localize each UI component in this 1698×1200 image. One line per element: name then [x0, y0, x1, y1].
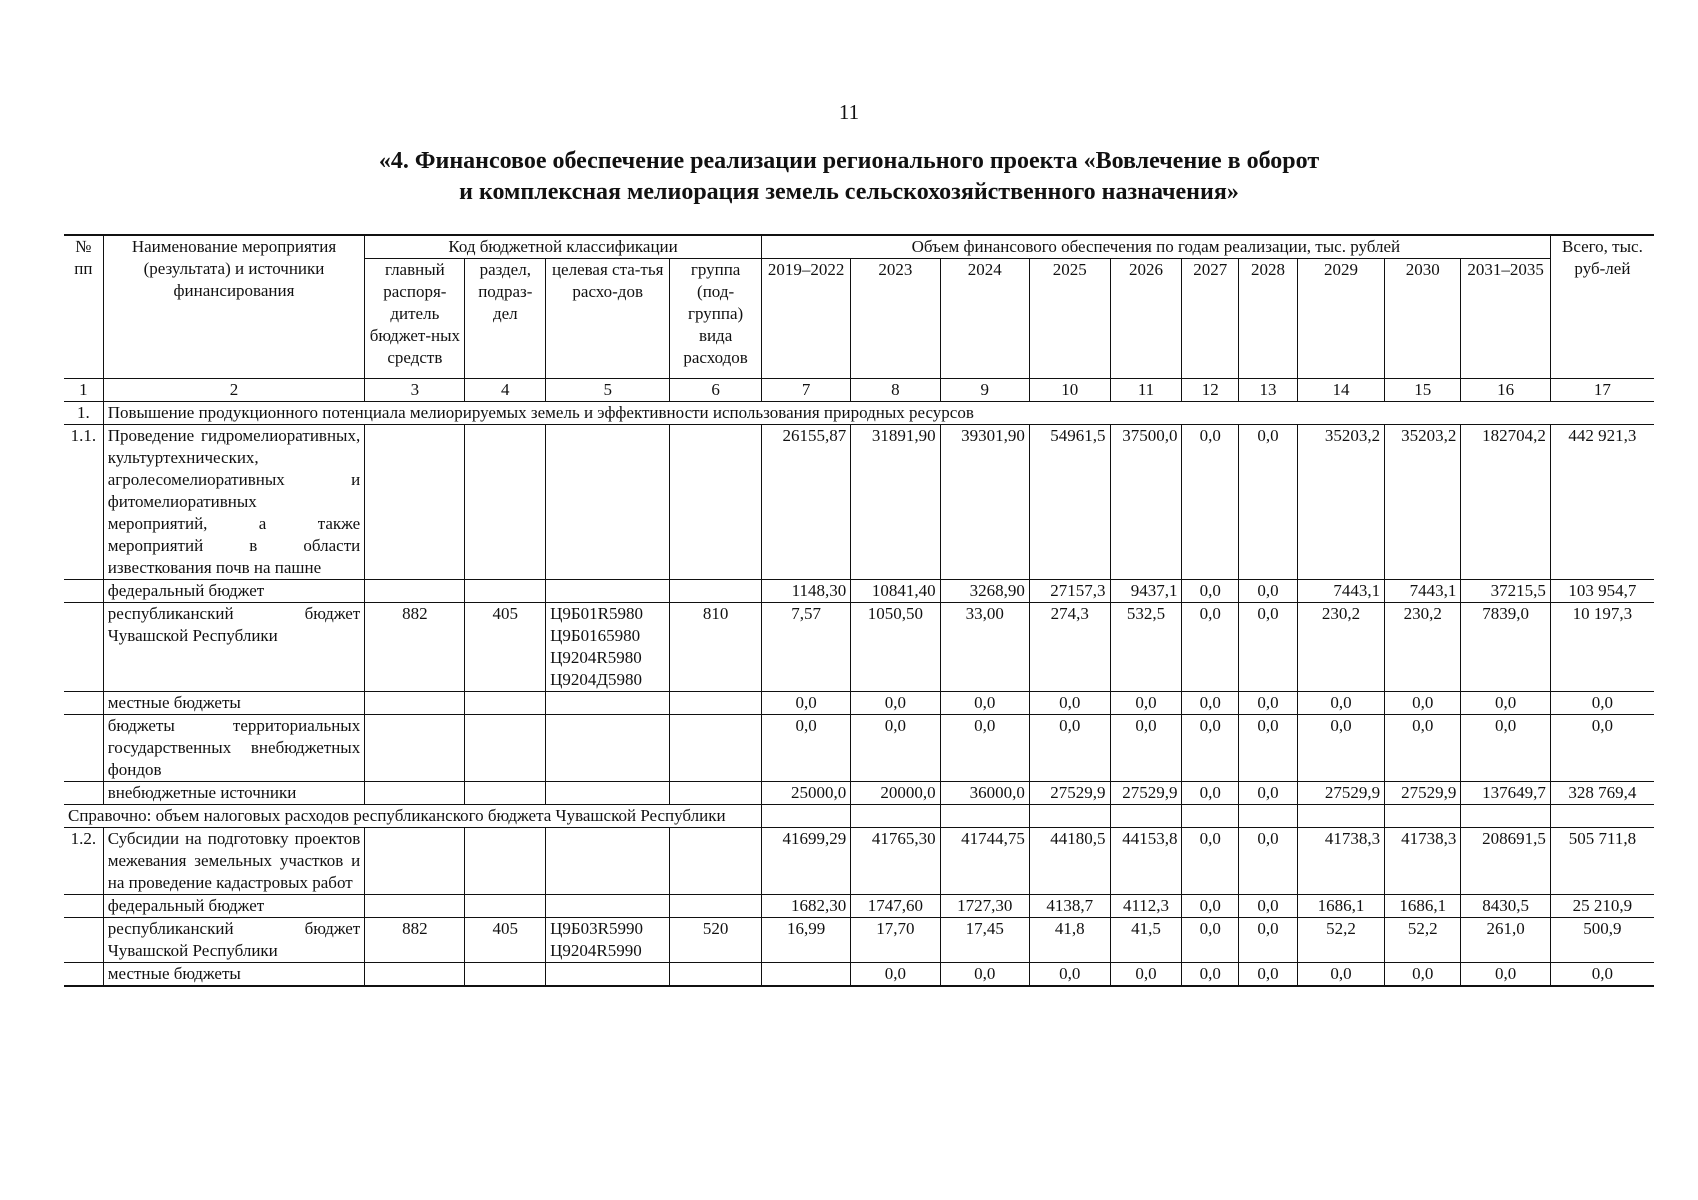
value-cell: 17,45: [940, 918, 1029, 963]
col-num: 11: [1110, 379, 1182, 402]
group-code: 520: [670, 918, 762, 963]
section-title: [0, 146, 1698, 208]
measure-number: 1.1.: [64, 425, 103, 580]
value-cell: 41699,29: [761, 828, 850, 895]
value-cell: 0,0: [1239, 603, 1298, 692]
target-code: Ц9Б03R5990: [550, 919, 643, 938]
value-cell: 35203,2: [1297, 425, 1384, 580]
source-row: [64, 580, 1654, 603]
source-label: местные бюджеты: [103, 692, 365, 715]
value-cell: 0,0: [1110, 963, 1182, 987]
value-cell: 35203,2: [1385, 425, 1461, 580]
header-group: группа (под-группа) вида расходов: [670, 259, 762, 379]
total-cell: 103 954,7: [1550, 580, 1654, 603]
col-num: 10: [1029, 379, 1110, 402]
title-line-1: «4. Финансовое обеспечение реализации регионального проекта «Вовлечение в оборот: [378, 148, 1320, 174]
col-num: 8: [851, 379, 940, 402]
value-cell: 0,0: [1182, 580, 1239, 603]
col-num: 14: [1297, 379, 1384, 402]
value-cell: 9437,1: [1110, 580, 1182, 603]
value-cell: 0,0: [1239, 918, 1298, 963]
col-num: 3: [365, 379, 465, 402]
total-cell: 442 921,3: [1550, 425, 1654, 580]
value-cell: 0,0: [1461, 692, 1550, 715]
value-cell: 0,0: [851, 715, 940, 782]
value-cell: 54961,5: [1029, 425, 1110, 580]
value-cell: 17,70: [851, 918, 940, 963]
value-cell: 0,0: [1182, 918, 1239, 963]
col-num: 4: [465, 379, 546, 402]
total-cell: 500,9: [1550, 918, 1654, 963]
value-cell: 20000,0: [851, 782, 940, 805]
header-year-2029: 2029: [1297, 259, 1384, 379]
value-cell: 274,3: [1029, 603, 1110, 692]
value-cell: 4112,3: [1110, 895, 1182, 918]
value-cell: 0,0: [761, 715, 850, 782]
col-num: 2: [103, 379, 365, 402]
section-code: 405: [465, 603, 546, 692]
value-cell: 0,0: [1239, 828, 1298, 895]
section-number: 1.: [64, 402, 103, 425]
measure-number: 1.2.: [64, 828, 103, 895]
financing-table: [64, 234, 1654, 987]
value-cell: 41,5: [1110, 918, 1182, 963]
value-cell: 0,0: [1461, 963, 1550, 987]
value-cell: 41,8: [1029, 918, 1110, 963]
value-cell: 33,00: [940, 603, 1029, 692]
value-cell: 27529,9: [1297, 782, 1384, 805]
col-num: 17: [1550, 379, 1654, 402]
value-cell: 25000,0: [761, 782, 850, 805]
value-cell: 0,0: [940, 963, 1029, 987]
header-total: Всего, тыс. руб-лей: [1550, 235, 1654, 379]
value-cell: 31891,90: [851, 425, 940, 580]
section-row: [64, 402, 1654, 425]
value-cell: 0,0: [1461, 715, 1550, 782]
value-cell: 0,0: [1239, 715, 1298, 782]
value-cell: 230,2: [1385, 603, 1461, 692]
header-year-2026: 2026: [1110, 259, 1182, 379]
target-code: Ц9204Д5980: [550, 670, 642, 689]
value-cell: 0,0: [1182, 782, 1239, 805]
value-cell: 0,0: [851, 692, 940, 715]
col-num: 16: [1461, 379, 1550, 402]
value-cell: 0,0: [1297, 692, 1384, 715]
col-num: 9: [940, 379, 1029, 402]
source-label: федеральный бюджет: [103, 580, 365, 603]
value-cell: 0,0: [1239, 782, 1298, 805]
header-year-2031-2035: 2031–2035: [1461, 259, 1550, 379]
source-label: местные бюджеты: [103, 963, 365, 987]
value-cell: 0,0: [1110, 715, 1182, 782]
group-code: 810: [670, 603, 762, 692]
header-year-2023: 2023: [851, 259, 940, 379]
value-cell: 7443,1: [1385, 580, 1461, 603]
total-cell: 10 197,3: [1550, 603, 1654, 692]
col-num: 7: [761, 379, 850, 402]
col-num: 6: [670, 379, 762, 402]
header-volume: Объем финансового обеспечения по годам реализации, тыс. рублей: [761, 235, 1550, 259]
value-cell: 37215,5: [1461, 580, 1550, 603]
value-cell: 1727,30: [940, 895, 1029, 918]
reference-text: Справочно: объем налоговых расходов республиканского бюджета Чувашской Республики: [64, 805, 761, 828]
value-cell: 0,0: [1182, 895, 1239, 918]
main-manager-code: 882: [365, 918, 465, 963]
target-code: Ц9Б01R5980: [550, 604, 643, 623]
header-year-2028: 2028: [1239, 259, 1298, 379]
value-cell: 0,0: [1182, 715, 1239, 782]
header-name: Наименование мероприятия (результата) и источники финансирования: [103, 235, 365, 379]
total-cell: 25 210,9: [1550, 895, 1654, 918]
total-cell: 328 769,4: [1550, 782, 1654, 805]
value-cell: 0,0: [1182, 425, 1239, 580]
value-cell: 0,0: [1029, 692, 1110, 715]
value-cell: 182704,2: [1461, 425, 1550, 580]
col-num: 12: [1182, 379, 1239, 402]
header-row-1: [64, 235, 1654, 259]
header-year-2025: 2025: [1029, 259, 1110, 379]
source-row: [64, 918, 1654, 963]
value-cell: 0,0: [1385, 692, 1461, 715]
value-cell: 1682,30: [761, 895, 850, 918]
value-cell: 230,2: [1297, 603, 1384, 692]
value-cell: 4138,7: [1029, 895, 1110, 918]
value-cell: 37500,0: [1110, 425, 1182, 580]
value-cell: 10841,40: [851, 580, 940, 603]
target-code: Ц9Б0165980: [550, 626, 641, 645]
value-cell: 39301,90: [940, 425, 1029, 580]
header-budget-code: Код бюджетной классификации: [365, 235, 762, 259]
source-label: республиканский бюджет Чувашской Республики: [103, 918, 365, 963]
reference-row: [64, 805, 1654, 828]
value-cell: 44180,5: [1029, 828, 1110, 895]
value-cell: 52,2: [1297, 918, 1384, 963]
value-cell: 41738,3: [1385, 828, 1461, 895]
value-cell: 0,0: [1385, 963, 1461, 987]
value-cell: 261,0: [1461, 918, 1550, 963]
target-code: Ц9204R5980: [550, 648, 642, 667]
source-row: [64, 603, 1654, 692]
measure-row: [64, 425, 1654, 580]
value-cell: 0,0: [940, 715, 1029, 782]
value-cell: 27529,9: [1029, 782, 1110, 805]
value-cell: 41765,30: [851, 828, 940, 895]
value-cell: 27529,9: [1110, 782, 1182, 805]
header-target-item: целевая ста-тья расхо-дов: [546, 259, 670, 379]
section-heading: Повышение продукционного потенциала мелиорируемых земель и эффективности использования природных ресурсов: [103, 402, 1654, 425]
value-cell: 0,0: [1239, 692, 1298, 715]
source-row: [64, 715, 1654, 782]
measure-name: Проведение гидромелиоративных, культуртехнических, агролесомелиоративных и фитомелиоративных мероприятий, а также мероприятий в области известкования почв на пашне: [103, 425, 365, 580]
value-cell: 44153,8: [1110, 828, 1182, 895]
value-cell: 1747,60: [851, 895, 940, 918]
value-cell: 7,57: [761, 603, 850, 692]
header-section: раздел, подраз-дел: [465, 259, 546, 379]
value-cell: 3268,90: [940, 580, 1029, 603]
total-cell: 0,0: [1550, 715, 1654, 782]
value-cell: 7443,1: [1297, 580, 1384, 603]
value-cell: 0,0: [1029, 715, 1110, 782]
total-cell: 0,0: [1550, 692, 1654, 715]
value-cell: 1686,1: [1385, 895, 1461, 918]
value-cell: 0,0: [1182, 963, 1239, 987]
source-label: федеральный бюджет: [103, 895, 365, 918]
source-label: республиканский бюджет Чувашской Республики: [103, 603, 365, 692]
value-cell: 41744,75: [940, 828, 1029, 895]
source-row: [64, 895, 1654, 918]
value-cell: 16,99: [761, 918, 850, 963]
value-cell: 0,0: [1239, 895, 1298, 918]
value-cell: 0,0: [1182, 828, 1239, 895]
value-cell: 0,0: [1110, 692, 1182, 715]
value-cell: 0,0: [1297, 715, 1384, 782]
value-cell: 1686,1: [1297, 895, 1384, 918]
value-cell: 0,0: [1239, 963, 1298, 987]
total-cell: 0,0: [1550, 963, 1654, 987]
header-year-2027: 2027: [1182, 259, 1239, 379]
section-code: 405: [465, 918, 546, 963]
value-cell: 0,0: [851, 963, 940, 987]
value-cell: 52,2: [1385, 918, 1461, 963]
col-num: 5: [546, 379, 670, 402]
value-cell: 0,0: [761, 692, 850, 715]
value-cell: 0,0: [1385, 715, 1461, 782]
header-year-2030: 2030: [1385, 259, 1461, 379]
value-cell: 0,0: [940, 692, 1029, 715]
title-line-2: и комплексная мелиорация земель сельскохозяйственного назначения»: [459, 179, 1239, 205]
value-cell: 208691,5: [1461, 828, 1550, 895]
target-code: Ц9204R5990: [550, 941, 642, 960]
source-row: [64, 963, 1654, 987]
value-cell: 26155,87: [761, 425, 850, 580]
target-item-codes: [546, 603, 670, 692]
col-num: 15: [1385, 379, 1461, 402]
value-cell: 7839,0: [1461, 603, 1550, 692]
value-cell: 1148,30: [761, 580, 850, 603]
value-cell: 27529,9: [1385, 782, 1461, 805]
source-row: [64, 782, 1654, 805]
header-year-2024: 2024: [940, 259, 1029, 379]
source-label: внебюджетные источники: [103, 782, 365, 805]
value-cell: 0,0: [1182, 603, 1239, 692]
value-cell: 0,0: [1297, 963, 1384, 987]
value-cell: 41738,3: [1297, 828, 1384, 895]
value-cell: 0,0: [1239, 425, 1298, 580]
value-cell: 0,0: [1029, 963, 1110, 987]
measure-name: Субсидии на подготовку проектов межевания земельных участков и на проведение кадастровых работ: [103, 828, 365, 895]
value-cell: 137649,7: [1461, 782, 1550, 805]
value-cell: 36000,0: [940, 782, 1029, 805]
col-num: 1: [64, 379, 103, 402]
value-cell: 8430,5: [1461, 895, 1550, 918]
main-manager-code: 882: [365, 603, 465, 692]
page-number: 11: [838, 100, 860, 124]
total-cell: 505 711,8: [1550, 828, 1654, 895]
header-year-2019-2022: 2019–2022: [761, 259, 850, 379]
value-cell: 0,0: [1182, 692, 1239, 715]
target-item-codes: [546, 918, 670, 963]
value-cell: 0,0: [1239, 580, 1298, 603]
source-label: бюджеты территориальных государственных внебюджетных фондов: [103, 715, 365, 782]
value-cell: 532,5: [1110, 603, 1182, 692]
source-row: [64, 692, 1654, 715]
value-cell: [761, 963, 850, 987]
value-cell: 1050,50: [851, 603, 940, 692]
value-cell: 27157,3: [1029, 580, 1110, 603]
header-main-manager: главный распоря-дитель бюджет-ных средств: [365, 259, 465, 379]
measure-row: [64, 828, 1654, 895]
col-num: 13: [1239, 379, 1298, 402]
column-number-row: [64, 379, 1654, 402]
header-no: № пп: [64, 235, 103, 379]
